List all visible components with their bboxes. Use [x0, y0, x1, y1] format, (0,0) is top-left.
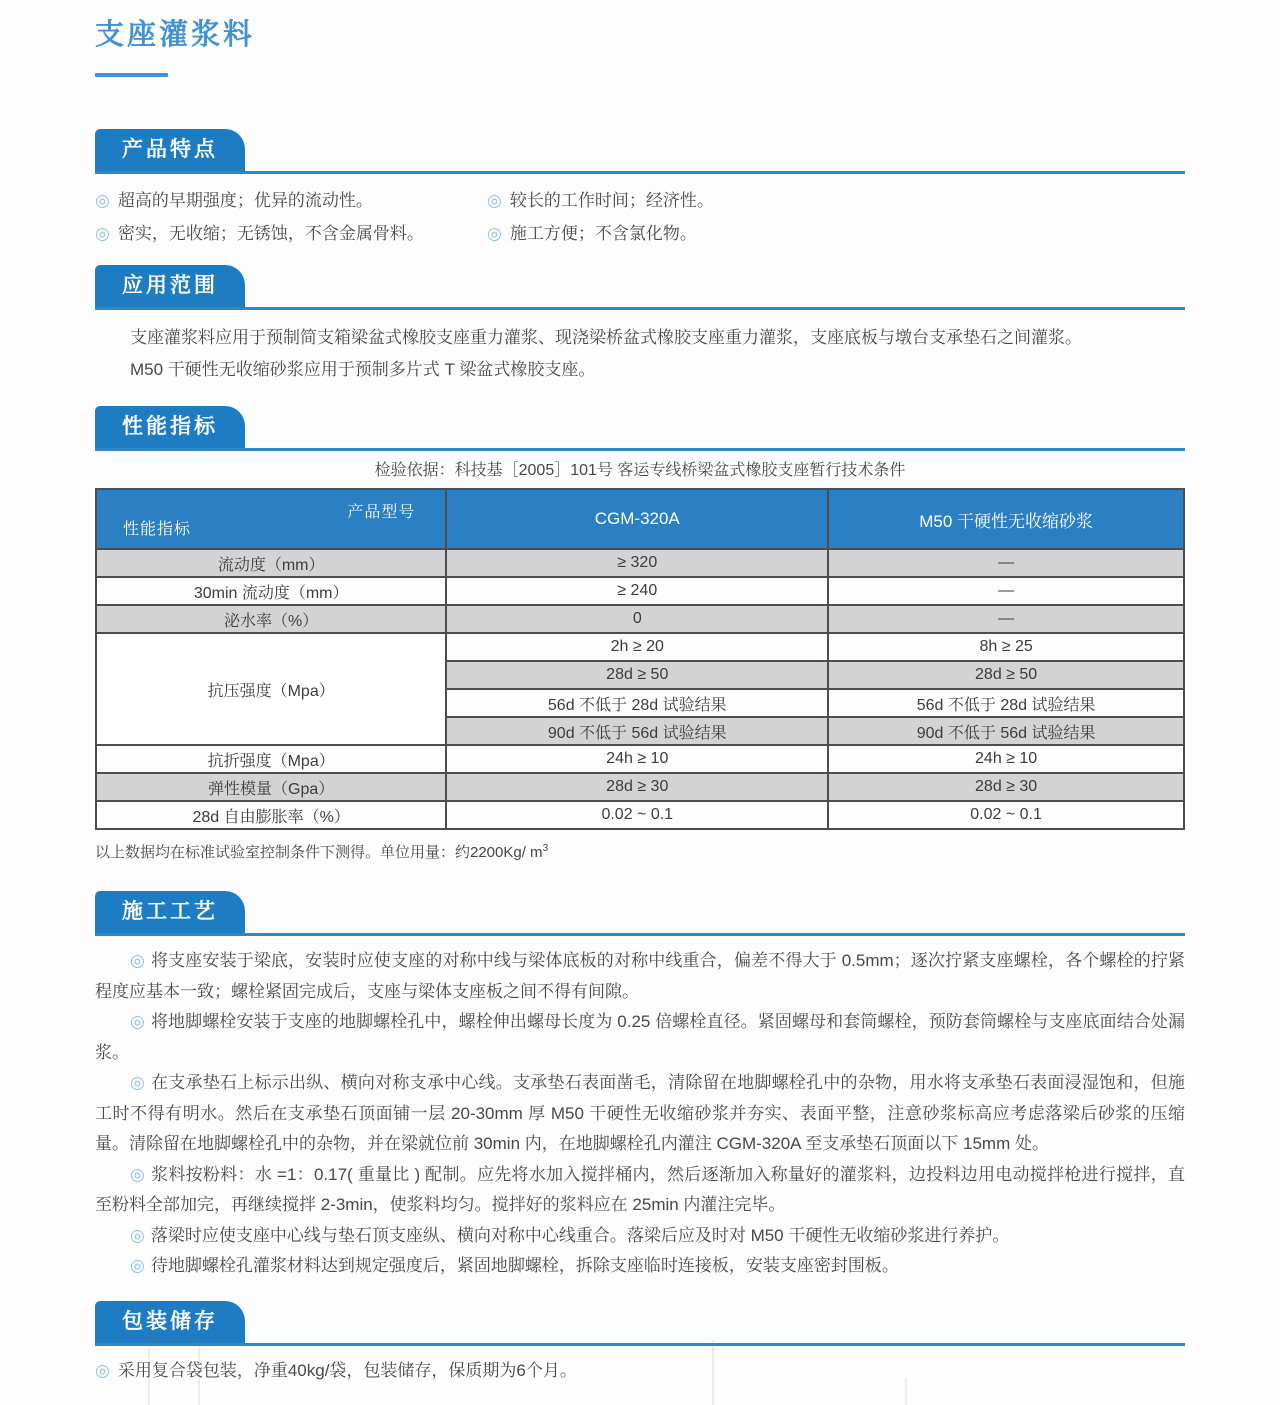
table-row: [96, 577, 1184, 605]
bullet-icon: ◎: [95, 1360, 110, 1380]
bullet-icon: ◎: [487, 191, 502, 210]
bullet-icon: ◎: [130, 1225, 145, 1245]
section-head: [95, 265, 1185, 310]
table-header-row: [96, 489, 1184, 549]
watermark-line: [905, 1378, 907, 1405]
value-cell: 0.02 ~ 0.1: [828, 801, 1184, 829]
table-note-superscript: 3: [542, 843, 549, 854]
value-cell: 2h ≥ 20: [446, 633, 828, 661]
process-step: [95, 946, 1185, 1007]
process-step: [95, 1221, 1185, 1252]
table-row: [96, 773, 1184, 801]
value-cell: ≥ 320: [446, 549, 828, 577]
process-step: [95, 1068, 1185, 1160]
table-row: [96, 801, 1184, 829]
table-row: [96, 605, 1184, 633]
value-cell: 56d 不低于 28d 试验结果: [828, 689, 1184, 717]
feature-item: [487, 217, 1185, 250]
process-step-text: 在支承垫石上标示出纵、横向对称支承中心线。支承垫石表面凿毛，清除留在地脚螺栓孔中的杂物，用水将支承垫石表面浸湿饱和，但施工时不得有明水。然后在支承垫石顶面铺一层 20-30mm 厚 M50 干硬性无收缩砂浆并夯实、表面平整，注意砂浆标高应考虑落梁后砂浆的压缩量。清除留在地脚螺栓孔中的杂物，并在梁就位前 30min 内，在地脚螺栓孔内灌注 CGM-320A 至支承垫石顶面以下 15mm 处。: [95, 1073, 1185, 1153]
scope-paragraph: 支座灌浆料应用于预制简支箱梁盆式橡胶支座重力灌浆、现浇梁桥盆式橡胶支座重力灌浆，支座底板与墩台支承垫石之间灌浆。: [130, 328, 1082, 347]
watermark-bag-outline: [148, 1338, 200, 1405]
features-heading-tab: 产品特点: [95, 129, 245, 171]
process-step-text: 将支座安装于梁底，安装时应使支座的对称中线与梁体底板的对称中线重合，偏差不得大于 0.5mm；逐次拧紧支座螺栓，各个螺栓的拧紧程度应基本一致；螺栓紧固完成后，支座与梁体支座板之间不得有间隙。: [95, 951, 1185, 1001]
bullet-icon: ◎: [95, 224, 110, 243]
value-cell: 8h ≥ 25: [828, 633, 1184, 661]
packaging-item: [95, 1359, 1185, 1383]
section-head: [95, 406, 1185, 451]
bullet-icon: ◎: [130, 951, 145, 970]
process-step-text: 浆料按粉料：水 =1：0.17( 重量比 ) 配制。应先将水加入搅拌桶内，然后逐渐加入称量好的灌浆料，边投料边用电动搅拌枪进行搅拌，直至粉料全部加完，再继续搅拌 2-3min，使浆料均匀。搅拌好的浆料应在 25min 内灌注完毕。: [95, 1164, 1185, 1214]
row-label: 抗折强度（Mpa）: [96, 745, 446, 773]
scope-body: [95, 322, 1185, 386]
feature-text: 较长的工作时间；经济性。: [509, 191, 714, 210]
table-note: [95, 839, 1185, 863]
table-row: [96, 633, 1184, 661]
value-cell: 90d 不低于 56d 试验结果: [446, 717, 828, 745]
packaging-text: 采用复合袋包装，净重40kg/袋，包装储存，保质期为6个月。: [117, 1360, 577, 1380]
column-header: CGM-320A: [446, 489, 828, 549]
feature-text: 密实，无收缩；无锈蚀，不含金属骨料。: [117, 224, 424, 243]
value-cell: 24h ≥ 10: [828, 745, 1184, 773]
feature-item: [95, 217, 487, 250]
process-step-text: 待地脚螺栓孔灌浆材料达到规定强度后，紧固地脚螺栓，拆除支座临时连接板，安装支座密封围板。: [150, 1256, 899, 1275]
packaging-heading-tab: 包装储存: [95, 1301, 245, 1343]
bullet-icon: ◎: [487, 224, 502, 243]
table-note-text: 以上数据均在标准试验室控制条件下测得。单位用量：约2200Kg/ m: [95, 844, 543, 861]
feature-text: 超高的早期强度；优异的流动性。: [117, 191, 373, 210]
value-cell: 28d ≥ 30: [828, 773, 1184, 801]
feature-item: [487, 184, 1185, 217]
title-underline: [95, 73, 168, 77]
section-process: [95, 891, 1185, 1282]
process-step: [95, 1160, 1185, 1221]
section-head: [95, 1301, 1185, 1346]
corner-label-performance-index: 性能指标: [123, 521, 192, 538]
value-cell: 28d ≥ 50: [828, 661, 1184, 689]
bullet-icon: ◎: [130, 1012, 145, 1031]
value-cell: 28d ≥ 30: [446, 773, 828, 801]
process-step-text: 落梁时应使支座中心线与垫石顶支座纵、横向对称中心线重合。落梁后应及时对 M50 干硬性无收缩砂浆进行养护。: [150, 1225, 1010, 1245]
process-step-text: 将地脚螺栓安装于支座的地脚螺栓孔中，螺栓伸出螺母长度为 0.25 倍螺栓直径。紧固螺母和套筒螺栓，预防套筒螺栓与支座底面结合处漏浆。: [95, 1012, 1185, 1062]
bullet-icon: ◎: [130, 1073, 146, 1092]
value-cell: —: [828, 605, 1184, 633]
process-body: [95, 946, 1185, 1282]
corner-label-product-model: 产品型号: [347, 504, 416, 521]
value-cell: 90d 不低于 56d 试验结果: [828, 717, 1184, 745]
basis-text: 检验依据：科技基［2005］101号 客运专线桥梁盆式橡胶支座暂行技术条件: [374, 462, 906, 479]
row-label: 28d 自由膨胀率（%）: [96, 801, 446, 829]
value-cell: —: [828, 549, 1184, 577]
features-list: [95, 184, 1185, 250]
value-cell: 0.02 ~ 0.1: [446, 801, 828, 829]
corner-header-cell: [96, 489, 446, 549]
process-step: [95, 1251, 1185, 1282]
page-title: 支座灌浆料: [95, 19, 256, 51]
section-packaging: [95, 1301, 1185, 1383]
row-label: 弹性模量（Gpa）: [96, 773, 446, 801]
scope-paragraph: M50 干硬性无收缩砂浆应用于预制多片式 T 梁盆式橡胶支座。: [130, 360, 596, 379]
performance-heading-tab: 性能指标: [95, 406, 245, 448]
scope-heading-tab: 应用范围: [95, 265, 245, 307]
row-label: 30min 流动度（mm）: [96, 577, 446, 605]
value-cell: 56d 不低于 28d 试验结果: [446, 689, 828, 717]
process-heading-tab: 施工工艺: [95, 891, 245, 933]
watermark-line: [712, 1340, 714, 1405]
value-cell: —: [828, 577, 1184, 605]
section-head: [95, 891, 1185, 936]
section-performance: [95, 406, 1185, 863]
column-header: M50 干硬性无收缩砂浆: [828, 489, 1184, 549]
bullet-icon: ◎: [95, 191, 110, 210]
row-label: 流动度（mm）: [96, 549, 446, 577]
bullet-icon: ◎: [130, 1164, 146, 1184]
bullet-icon: ◎: [130, 1256, 145, 1275]
value-cell: ≥ 240: [446, 577, 828, 605]
value-cell: 28d ≥ 50: [446, 661, 828, 689]
value-cell: 0: [446, 605, 828, 633]
row-label: 泌水率（%）: [96, 605, 446, 633]
section-features: [95, 129, 1185, 250]
performance-table: [95, 488, 1185, 830]
value-cell: 24h ≥ 10: [446, 745, 828, 773]
feature-item: [95, 184, 487, 217]
section-scope: [95, 265, 1185, 386]
section-head: [95, 129, 1185, 174]
feature-text: 施工方便；不含氯化物。: [509, 224, 697, 243]
row-label: 抗压强度（Mpa）: [96, 633, 446, 745]
table-row: [96, 549, 1184, 577]
table-row: [96, 745, 1184, 773]
process-step: [95, 1007, 1185, 1068]
